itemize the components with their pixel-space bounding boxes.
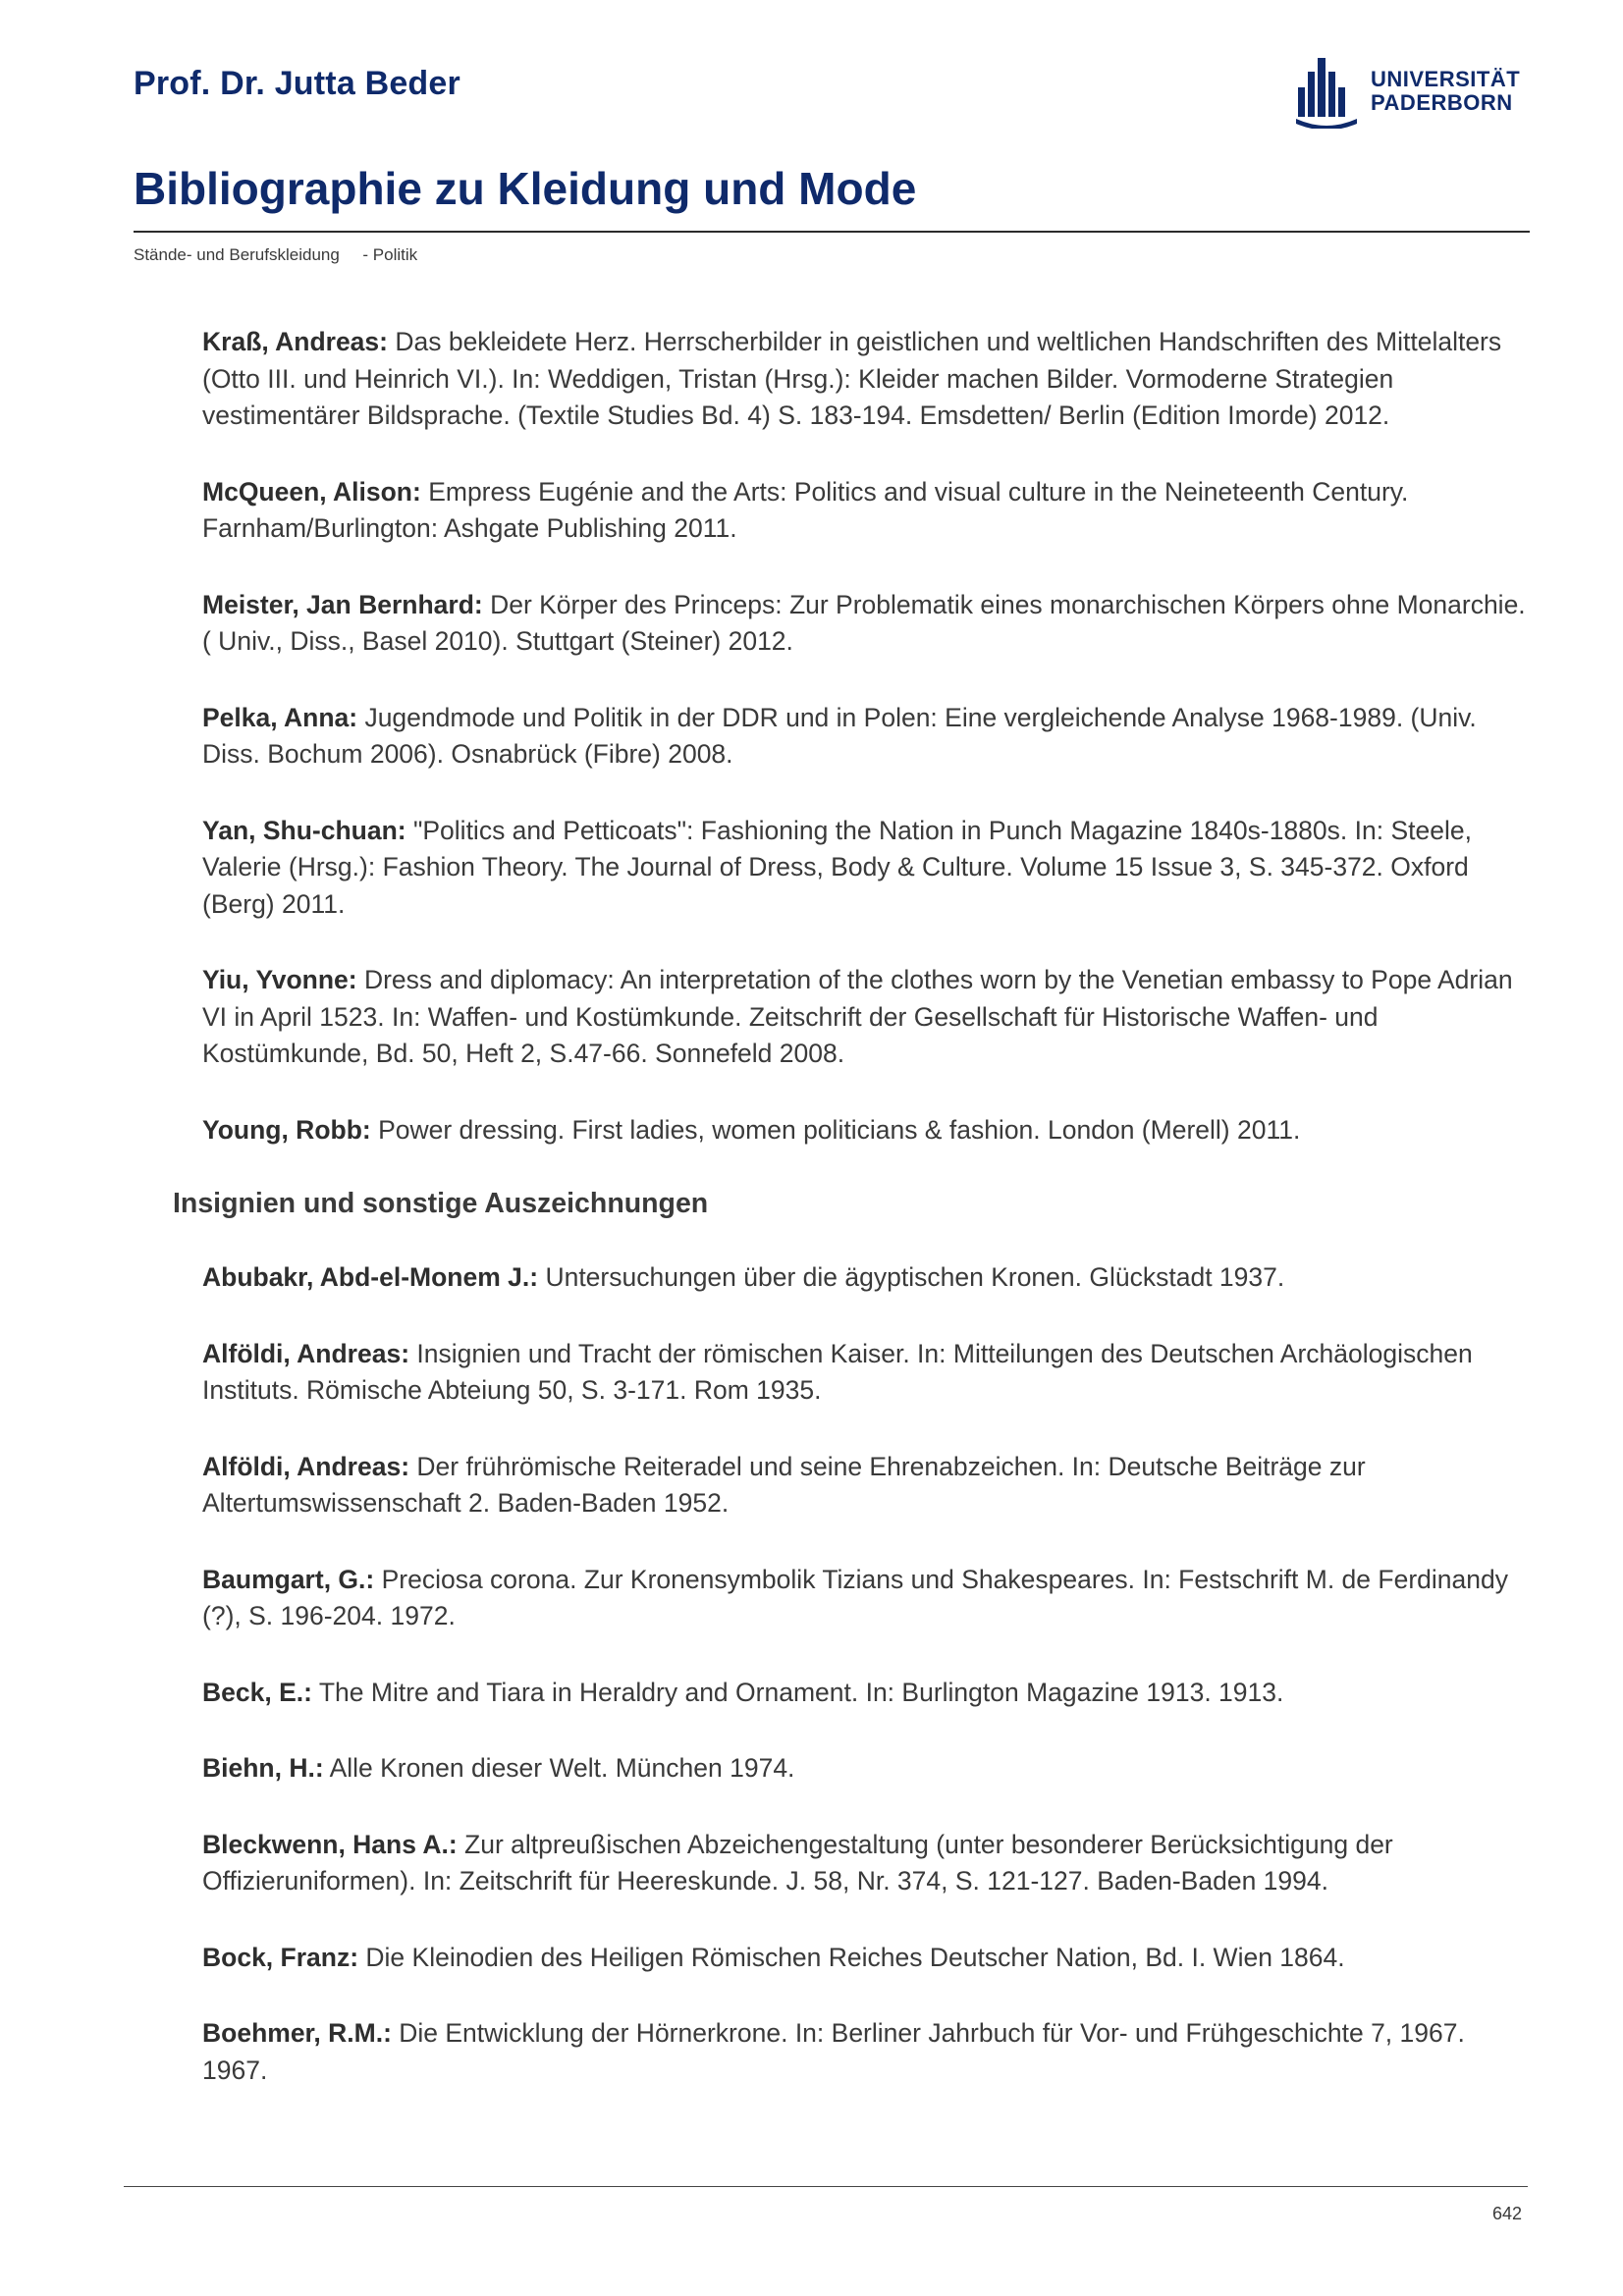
bibliography-entry bbox=[202, 1940, 1528, 1977]
entry-text: Alle Kronen dieser Welt. München 1974. bbox=[323, 1753, 795, 1783]
entry-author: Beck, E.: bbox=[202, 1677, 312, 1707]
entry-author: Bleckwenn, Hans A.: bbox=[202, 1829, 458, 1859]
bibliography-part-insignien bbox=[202, 1259, 1528, 2089]
bibliography-entry bbox=[202, 1562, 1528, 1635]
bibliography-entry bbox=[202, 2015, 1528, 2089]
bibliography-part-politik bbox=[202, 324, 1528, 1148]
logo-line-paderborn: PADERBORN bbox=[1371, 90, 1513, 115]
entry-text: Jugendmode und Politik in der DDR und in Polen: Eine vergleichende Analyse 1968-1989. (Univ. Diss. Bochum 2006). Osnabrück (Fibre) 2008. bbox=[202, 702, 1477, 769]
breadcrumb: Stände- und Berufskleidung - Politik bbox=[134, 245, 418, 264]
entry-author: Abubakr, Abd-el-Monem J.: bbox=[202, 1262, 539, 1292]
entry-text: Untersuchungen über die ägyptischen Kronen. Glückstadt 1937. bbox=[538, 1262, 1285, 1292]
entry-text: Die Kleinodien des Heiligen Römischen Reiches Deutscher Nation, Bd. I. Wien 1864. bbox=[358, 1942, 1345, 1972]
entry-author: Young, Robb: bbox=[202, 1114, 371, 1145]
entry-author: McQueen, Alison: bbox=[202, 476, 421, 507]
bibliography-entry bbox=[202, 587, 1528, 661]
bibliography-entry bbox=[202, 1449, 1528, 1522]
entry-text: Der Körper des Princeps: Zur Problematik eines monarchischen Körpers ohne Monarchie. ( Univ., Diss., Basel 2010). Stuttgart (Steiner) 2012. bbox=[202, 589, 1526, 656]
bibliography-entry bbox=[202, 1112, 1528, 1149]
entry-text: Der frührömische Reiteradel und seine Ehrenabzeichen. In: Deutsche Beiträge zur Altertumswissenschaft 2. Baden-Baden 1952. bbox=[202, 1451, 1366, 1518]
footer-divider bbox=[124, 2186, 1528, 2187]
entry-text: The Mitre and Tiara in Heraldry and Ornament. In: Burlington Magazine 1913. 1913. bbox=[311, 1677, 1284, 1707]
entry-author: Yiu, Yvonne: bbox=[202, 965, 357, 994]
header-divider bbox=[134, 231, 1530, 233]
university-logo-text bbox=[1371, 68, 1520, 115]
university-logo bbox=[1294, 51, 1522, 132]
bibliography-entry bbox=[202, 1750, 1528, 1788]
document-author: Prof. Dr. Jutta Beder bbox=[134, 65, 460, 102]
bibliography-entry bbox=[202, 700, 1528, 774]
entry-author: Boehmer, R.M.: bbox=[202, 2018, 392, 2048]
bibliography-entry bbox=[202, 962, 1528, 1073]
entry-text: Das bekleidete Herz. Herrscherbilder in geistlichen und weltlichen Handschriften des Mittelalters (Otto III. und Heinrich VI.). In: Weddigen, Tristan (Hrsg.): Kleider machen Bilder. Vormoderne Strategien vestimentärer Bildsprache. (Textile Studies Bd. 4) S. 183-194. Emsdetten/ Berlin (Edition Imorde) 2012. bbox=[202, 327, 1502, 430]
entry-author: Bock, Franz: bbox=[202, 1942, 359, 1972]
logo-line-universitaet: UNIVERSITÄT bbox=[1371, 67, 1521, 91]
bibliography-entry bbox=[202, 474, 1528, 548]
entry-text: Power dressing. First ladies, women politicians & fashion. London (Merell) 2011. bbox=[370, 1114, 1301, 1145]
bibliography-list bbox=[173, 324, 1528, 2128]
bibliography-entry bbox=[202, 813, 1528, 924]
entry-author: Pelka, Anna: bbox=[202, 702, 358, 732]
entry-author: Alföldi, Andreas: bbox=[202, 1451, 410, 1481]
university-logo-icon bbox=[1294, 54, 1359, 129]
bibliography-entry bbox=[202, 1675, 1528, 1712]
entry-author: Baumgart, G.: bbox=[202, 1564, 375, 1594]
entry-author: Alföldi, Andreas: bbox=[202, 1338, 410, 1368]
entry-text: Insignien und Tracht der römischen Kaiser. In: Mitteilungen des Deutschen Archäologischen Instituts. Römische Abteiung 50, S. 3-171. Rom 1935. bbox=[202, 1338, 1473, 1405]
bibliography-entry bbox=[202, 324, 1528, 435]
entry-text: Empress Eugénie and the Arts: Politics and visual culture in the Neineteenth Century. Farnham/Burlington: Ashgate Publishing 2011. bbox=[202, 476, 1409, 543]
entry-text: Die Entwicklung der Hörnerkrone. In: Berliner Jahrbuch für Vor- und Frühgeschichte 7, 1967. 1967. bbox=[202, 2018, 1465, 2085]
entry-text: Preciosa corona. Zur Kronensymbolik Tizians und Shakespeares. In: Festschrift M. de Ferdinandy (?), S. 196-204. 1972. bbox=[202, 1564, 1508, 1630]
entry-text: "Politics and Petticoats": Fashioning the Nation in Punch Magazine 1840s-1880s. In: Steele, Valerie (Hrsg.): Fashion Theory. The Journal of Dress, Body & Culture. Volume 15 Issue 3, S. 345-372. Oxford (Berg) 2011. bbox=[202, 815, 1472, 919]
entry-author: Yan, Shu-chuan: bbox=[202, 815, 406, 845]
page-number: 642 bbox=[1492, 2204, 1523, 2223]
section-heading: Insignien und sonstige Auszeichnungen bbox=[173, 1188, 709, 1219]
bibliography-entry bbox=[202, 1259, 1528, 1297]
bibliography-entry bbox=[202, 1336, 1528, 1410]
entry-text: Dress and diplomacy: An interpretation of the clothes worn by the Venetian embassy to Pope Adrian VI in April 1523. In: Waffen- und Kostümkunde. Zeitschrift der Gesellschaft für Historische Waffen- und Kostümkunde, Bd. 50, Heft 2, S.47-66. Sonnefeld 2008. bbox=[202, 965, 1513, 1068]
bibliography-entry bbox=[202, 1827, 1528, 1900]
entry-text: Zur altpreußischen Abzeichengestaltung (unter besonderer Berücksichtigung der Offizieruniformen). In: Zeitschrift für Heereskunde. J. 58, Nr. 374, S. 121-127. Baden-Baden 1994. bbox=[202, 1829, 1393, 1896]
entry-author: Meister, Jan Bernhard: bbox=[202, 589, 483, 619]
entry-author: Biehn, H.: bbox=[202, 1753, 324, 1783]
document-title: Bibliographie zu Kleidung und Mode bbox=[134, 163, 917, 214]
entry-author: Kraß, Andreas: bbox=[202, 327, 388, 356]
